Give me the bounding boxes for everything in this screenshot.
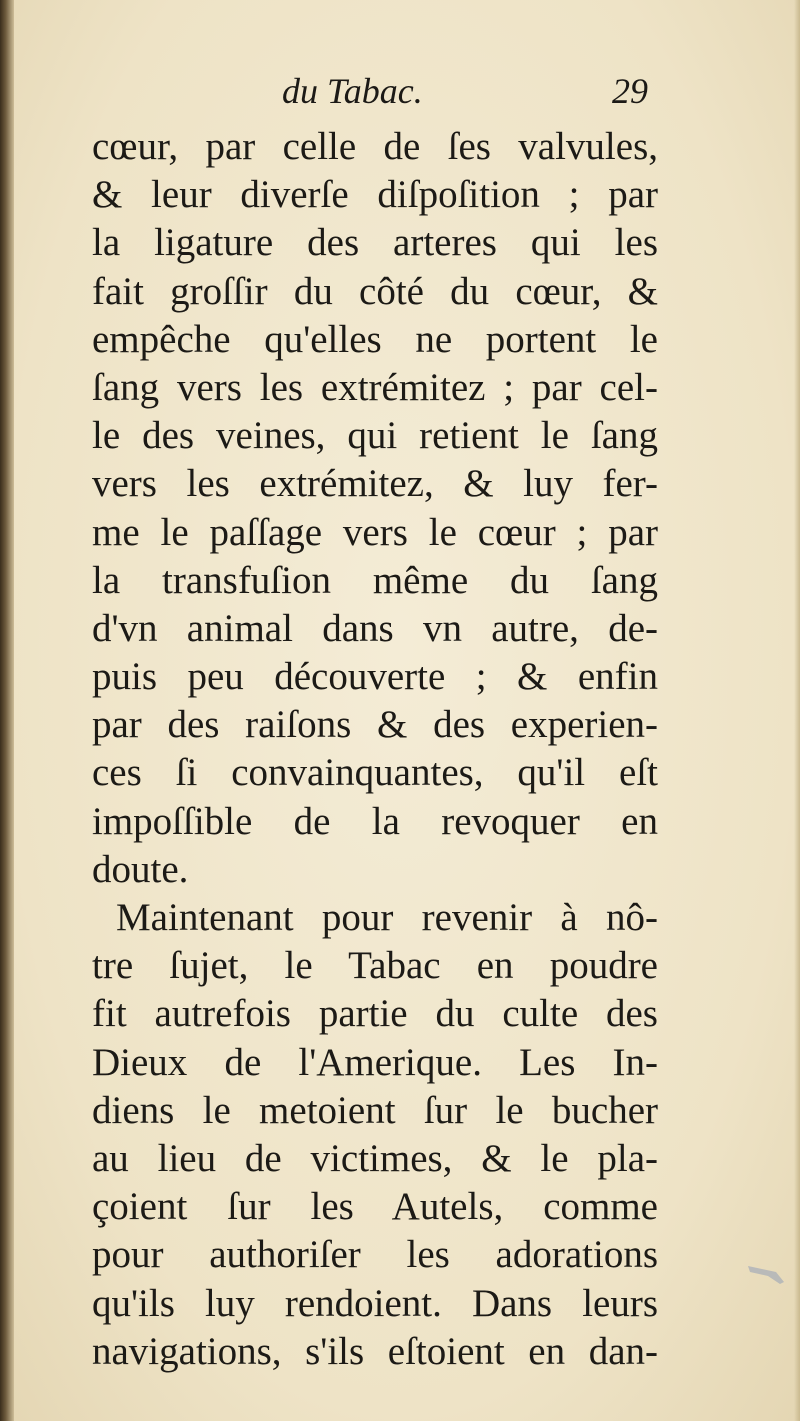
text-line: ſang vers les extrémitez ; par cel-: [92, 365, 658, 409]
text-line: me le paſſage vers le cœur ; par: [92, 510, 658, 554]
paragraph-start-line: Maintenant pour revenir à nô-: [116, 896, 658, 939]
text-line: & leur diverſe diſpoſition ; par: [92, 173, 658, 217]
body-text: [92, 123, 658, 1376]
text-line: la ligature des arteres qui les: [92, 221, 658, 265]
text-line: au lieu de victimes, & le pla-: [92, 1136, 658, 1180]
text-line: ces ſi convainquantes, qu'il eſt: [92, 751, 658, 795]
page-number: 29: [612, 71, 648, 111]
text-line: vers les extrémitez, & luy fer-: [92, 462, 658, 506]
page-edge: [794, 0, 800, 1421]
text-line: d'vn animal dans vn autre, de-: [92, 606, 658, 650]
text-line: Dieux de l'Amerique. Les In-: [92, 1040, 658, 1084]
text-line: impoſſible de la revoquer en: [92, 799, 658, 843]
text-line: cœur, par celle de ſes valvules,: [92, 125, 658, 168]
text-line: fit autrefois partie du culte des: [92, 992, 658, 1036]
text-line: la transfuſion même du ſang: [92, 558, 658, 602]
text-line: le des veines, qui retient le ſang: [92, 414, 658, 458]
bookmark-stain: [746, 1262, 786, 1286]
text-line: puis peu découverte ; & enfin: [92, 655, 658, 699]
text-line: diens le metoient ſur le bucher: [92, 1088, 658, 1132]
text-line: empêche qu'elles ne portent le: [92, 317, 658, 361]
binding-edge: [0, 0, 14, 1421]
paragraph-end-line: doute.: [92, 847, 189, 891]
text-line: par des raiſons & des experien-: [92, 703, 658, 747]
text-line: fait groſſir du côté du cœur, &: [92, 269, 658, 313]
text-line: pour authoriſer les adorations: [92, 1233, 658, 1277]
running-head: [0, 70, 800, 120]
text-line: çoient ſur les Autels, comme: [92, 1185, 658, 1229]
text-line: tre ſujet, le Tabac en poudre: [92, 944, 658, 988]
text-line: qu'ils luy rendoient. Dans leurs: [92, 1281, 658, 1325]
running-head-title: du Tabac.: [282, 71, 423, 111]
text-line: navigations, s'ils eſtoient en dan-: [92, 1329, 658, 1373]
